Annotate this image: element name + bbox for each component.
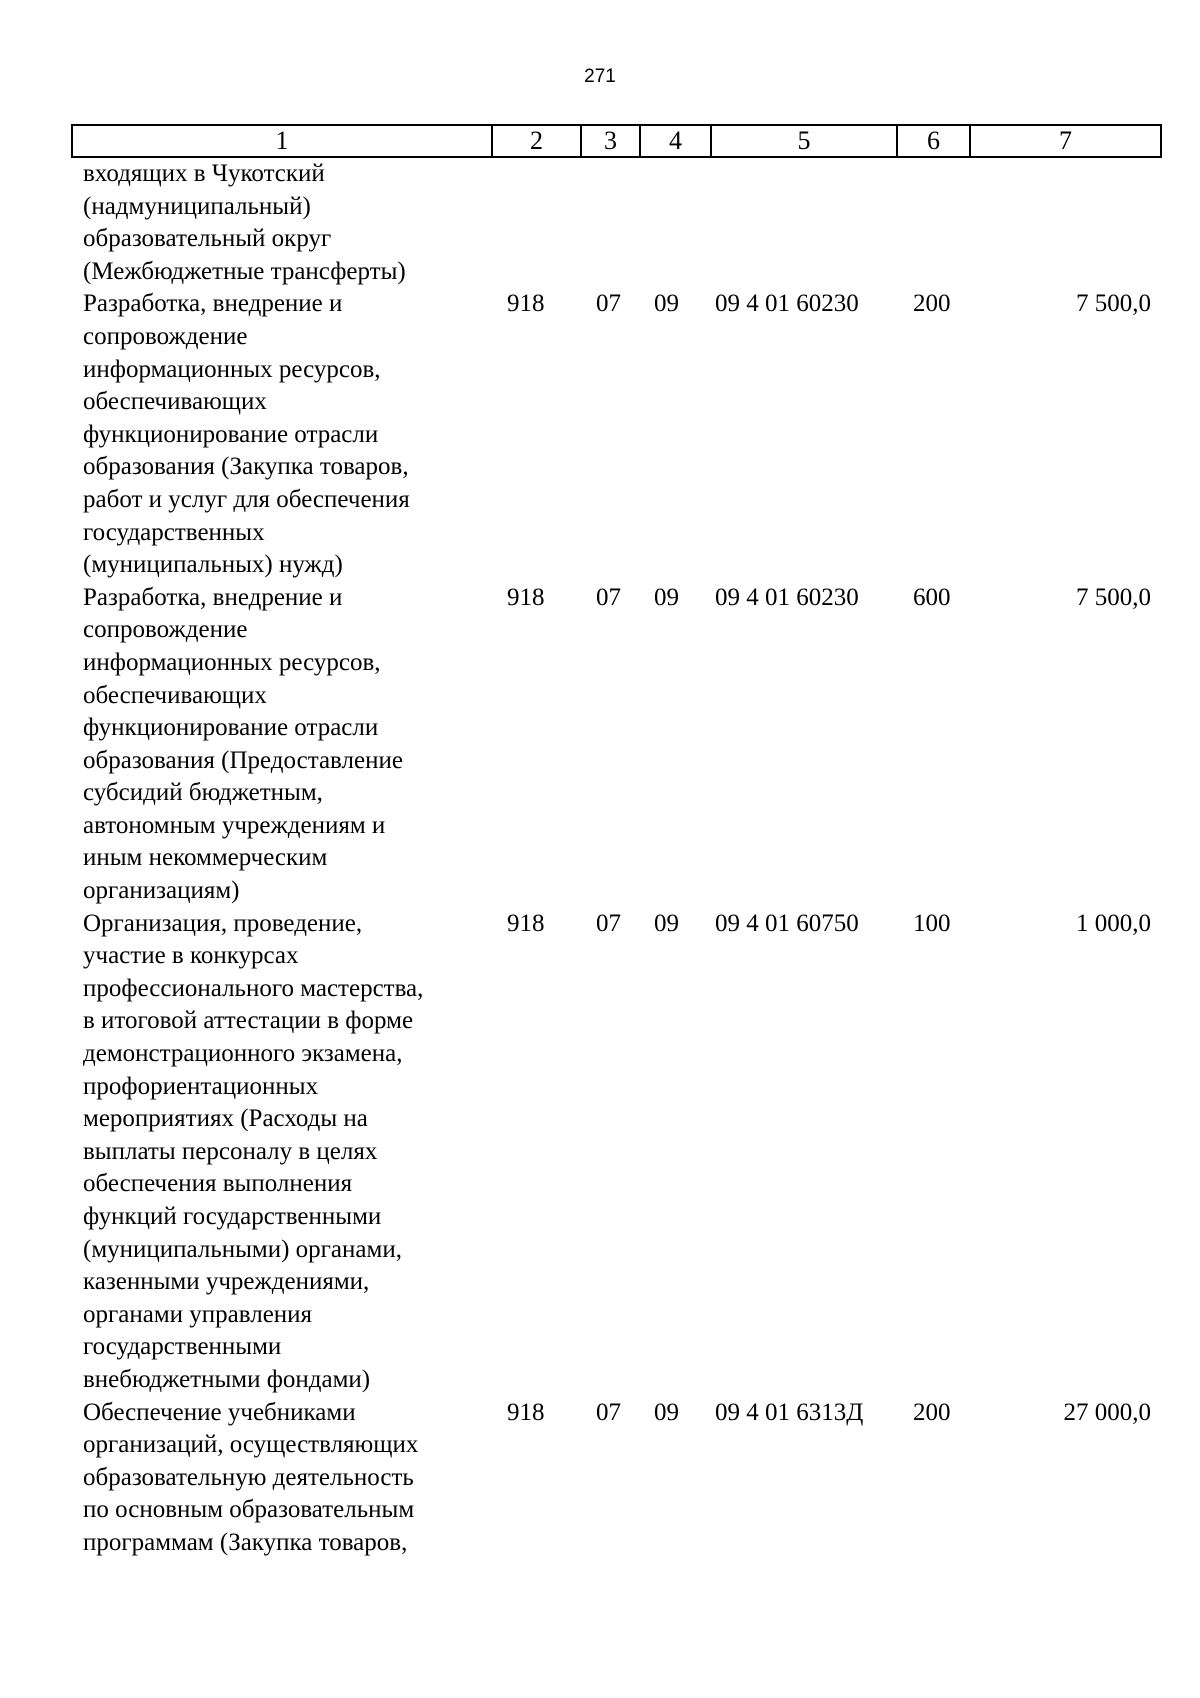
column-header-4: 4 xyxy=(640,125,711,157)
column-header-table xyxy=(71,124,1162,158)
row-expense-type: 200 xyxy=(913,290,951,318)
row-target-article: 09 4 01 60230 xyxy=(715,290,859,318)
row-description: Обеспечение учебниками организаций, осуществляющих образовательную деятельность по основным образовательным программам (Закупка товаров, xyxy=(83,1398,419,1556)
row-target-article: 09 4 01 60230 xyxy=(715,583,859,611)
table-row xyxy=(0,1397,1200,1560)
row-section-code: 07 xyxy=(596,583,621,611)
row-amount: 7 500,0 xyxy=(1076,583,1151,611)
table-row xyxy=(0,288,1200,581)
row-description: Организация, проведение, участие в конкурсах профессионального мастерства, в итоговой аттестации в форме демонстрационного экзамена, профориентационных мероприятиях (Расходы на выплаты персоналу в целях обеспечения выполнения функций государственными (муниципальными) органами, казенными учреждениями, органами управления государственными внебюджетными фондами) xyxy=(83,909,424,1393)
page-number: 271 xyxy=(584,66,616,87)
row-subsection-code: 09 xyxy=(654,909,679,937)
row-subsection-code: 09 xyxy=(654,583,679,611)
row-subsection-code: 09 xyxy=(654,1398,679,1426)
column-header-3: 3 xyxy=(581,125,640,157)
column-header-1: 1 xyxy=(72,125,492,157)
table-row xyxy=(0,908,1200,1397)
row-expense-type: 200 xyxy=(913,1398,951,1426)
row-ministry-code: 918 xyxy=(507,290,545,318)
row-expense-type: 100 xyxy=(913,909,951,937)
column-header-row xyxy=(72,125,1161,157)
table-row xyxy=(0,158,1200,288)
row-description: входящих в Чукотский (надмуниципальный) образовательный округ (Межбюджетные трансферты) xyxy=(83,160,406,285)
row-section-code: 07 xyxy=(596,909,621,937)
column-header-2: 2 xyxy=(492,125,581,157)
table-row xyxy=(0,582,1200,908)
row-subsection-code: 09 xyxy=(654,290,679,318)
row-amount: 7 500,0 xyxy=(1076,290,1151,318)
row-ministry-code: 918 xyxy=(507,909,545,937)
row-section-code: 07 xyxy=(596,1398,621,1426)
row-ministry-code: 918 xyxy=(507,1398,545,1426)
column-header-6: 6 xyxy=(897,125,970,157)
row-expense-type: 600 xyxy=(913,583,951,611)
row-amount: 1 000,0 xyxy=(1076,909,1151,937)
column-header-7: 7 xyxy=(970,125,1161,157)
row-target-article: 09 4 01 60750 xyxy=(715,909,859,937)
row-ministry-code: 918 xyxy=(507,583,545,611)
row-description: Разработка, внедрение и сопровождение информационных ресурсов, обеспечивающих функционирование отрасли образования (Предоставление субсидий бюджетным, автономным учреждениям и иным некоммерческим организациям) xyxy=(83,583,403,905)
row-amount: 27 000,0 xyxy=(1063,1398,1151,1426)
row-section-code: 07 xyxy=(596,290,621,318)
row-target-article: 09 4 01 6313Д xyxy=(715,1398,864,1426)
column-header-5: 5 xyxy=(711,125,897,157)
row-description: Разработка, внедрение и сопровождение информационных ресурсов, обеспечивающих функционирование отрасли образования (Закупка товаров, работ и услуг для обеспечения государственных (муниципальных) нужд) xyxy=(83,290,410,579)
table-body xyxy=(0,158,1200,1560)
